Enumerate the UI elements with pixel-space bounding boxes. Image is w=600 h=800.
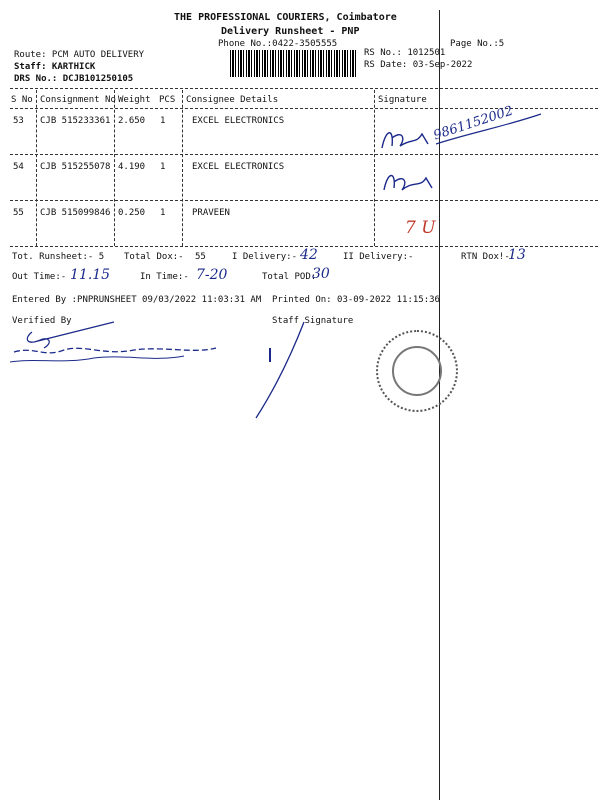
row-pcs: 1 <box>160 208 166 218</box>
row-sno: 53 <box>13 116 24 126</box>
runsheet-title: Delivery Runsheet - PNP <box>221 26 360 37</box>
verified-signature <box>4 318 224 378</box>
handwritten-mark: 7 U <box>405 218 436 238</box>
row-sno: 55 <box>13 208 24 218</box>
total-dox-value: 55 <box>195 252 206 262</box>
entered-by: Entered By :PNPRUNSHEET 09/03/2022 11:03:31 AM <box>12 295 262 305</box>
staff-signature <box>240 318 320 422</box>
ii-delivery-label: II Delivery:- <box>343 252 414 262</box>
header-consignment: Consignment No <box>40 95 116 105</box>
row-weight: 4.190 <box>118 162 146 172</box>
row-consignment: CJB 515255078 <box>40 162 111 172</box>
row-weight: 0.250 <box>118 208 146 218</box>
company-name: THE PROFESSIONAL COURIERS, Coimbatore <box>174 12 397 23</box>
i-delivery-value: 42 <box>300 247 318 263</box>
rs-date: RS Date: 03-Sep-2022 <box>364 60 473 70</box>
rtn-dox-label: RTN Dox!- <box>461 252 510 262</box>
total-pod-value: 30 <box>312 266 330 282</box>
row-consignee: PRAVEEN <box>192 208 230 218</box>
i-delivery-label: I Delivery:- <box>232 252 298 262</box>
drs-number: DRS No.: DCJB101250105 <box>14 74 134 84</box>
total-runsheet: Tot. Runsheet:- 5 <box>12 252 105 262</box>
handwritten-phone: 9861152002 <box>431 103 516 144</box>
staff-signature-label: Staff Signature <box>272 316 354 326</box>
row-sno: 54 <box>13 162 24 172</box>
phone-number: Phone No.:0422-3505555 <box>218 39 338 49</box>
row-consignee: EXCEL ELECTRONICS <box>192 116 285 126</box>
out-time-label: Out Time:- <box>12 272 67 282</box>
route: Route: PCM AUTO DELIVERY <box>14 50 145 60</box>
row-consignment: CJB 515099846 <box>40 208 111 218</box>
header-sno: S No <box>11 95 33 105</box>
header-signature: Signature <box>378 95 427 105</box>
row-pcs: 1 <box>160 116 166 126</box>
verified-by-label: Verified By <box>12 316 72 326</box>
staff-name: Staff: KARTHICK <box>14 62 96 72</box>
barcode <box>230 50 358 77</box>
in-time-label: In Time:- <box>140 272 189 282</box>
printed-on: Printed On: 03-09-2022 11:15:36 <box>272 295 440 305</box>
row-consignee: EXCEL ELECTRONICS <box>192 162 285 172</box>
row-consignment: CJB 515233361 <box>40 116 111 126</box>
rtn-dox-value: 13 <box>508 247 526 263</box>
total-pod-label: Total POD: <box>262 272 317 282</box>
row-pcs: 1 <box>160 162 166 172</box>
row-weight: 2.650 <box>118 116 146 126</box>
header-weight: Weight <box>118 95 151 105</box>
header-consignee: Consignee Details <box>186 95 279 105</box>
page-number: Page No.:5 <box>450 39 505 49</box>
in-time-value: 7-20 <box>196 267 228 283</box>
header-pcs: PCS <box>159 95 176 105</box>
total-dox-label: Total Dox:- <box>124 252 184 262</box>
out-time-value: 11.15 <box>70 267 111 283</box>
rs-number: RS No.: 1012501 <box>364 48 446 58</box>
